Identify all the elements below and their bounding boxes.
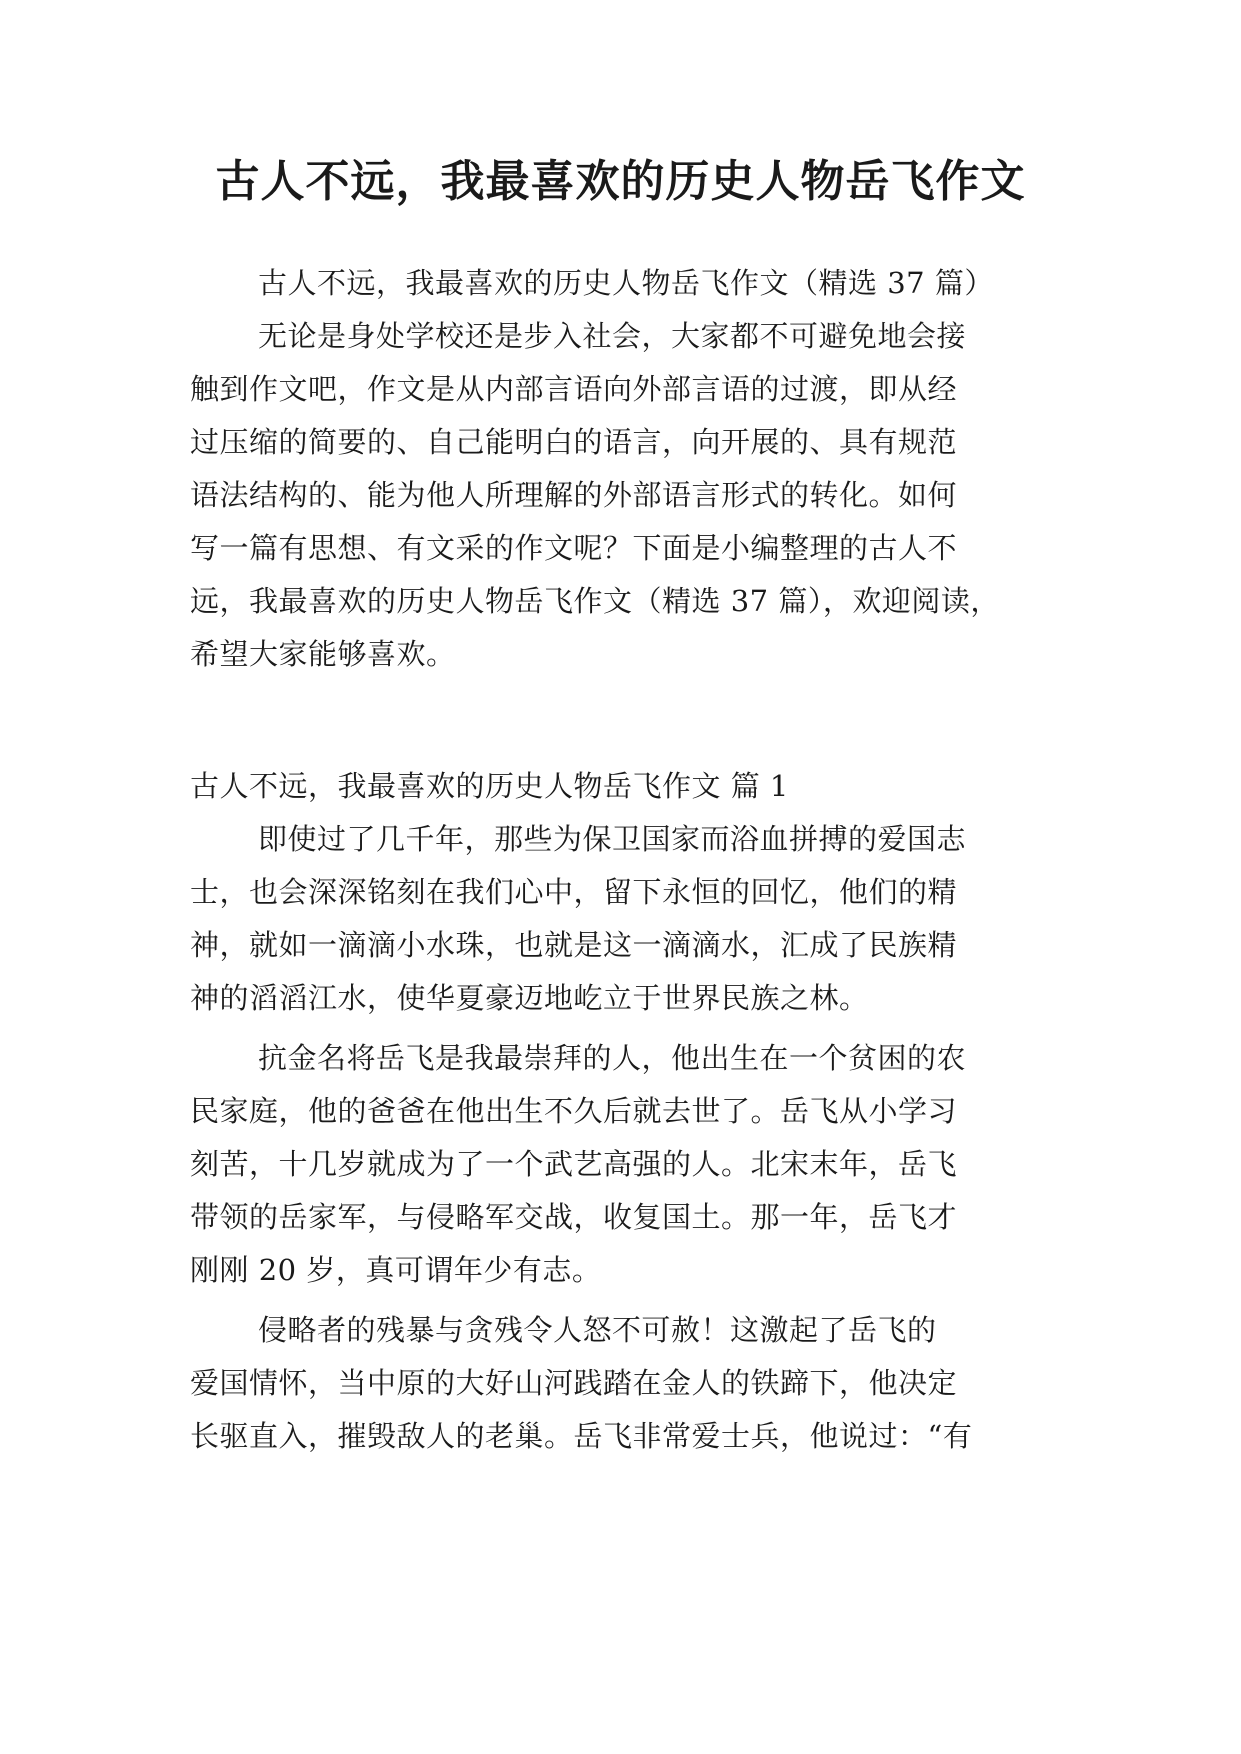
paragraph-line: 语法结构的、能为他人所理解的外部语言形式的转化。如何 bbox=[190, 478, 958, 512]
intro-heading-line: 古人不远，我最喜欢的历史人物岳飞作文（精选 37 篇） bbox=[258, 266, 994, 300]
paragraph-line: 即使过了几千年，那些为保卫国家而浴血拼搏的爱国志 bbox=[258, 822, 967, 856]
paragraph-line: 远，我最喜欢的历史人物岳飞作文（精选 37 篇），欢迎阅读， bbox=[190, 584, 1000, 618]
paragraph-line: 刚刚 20 岁，真可谓年少有志。 bbox=[190, 1253, 602, 1287]
paragraph-line: 侵略者的残暴与贪残令人怒不可赦！这激起了岳飞的 bbox=[258, 1313, 937, 1347]
paragraph-line: 希望大家能够喜欢。 bbox=[190, 637, 456, 671]
paragraph-line: 长驱直入，摧毁敌人的老巢。岳飞非常爱士兵，他说过：“有 bbox=[190, 1419, 973, 1453]
paragraph-line: 触到作文吧，作文是从内部言语向外部言语的过渡，即从经 bbox=[190, 372, 958, 406]
paragraph-line: 过压缩的简要的、自己能明白的语言，向开展的、具有规范 bbox=[190, 425, 958, 459]
paragraph-line: 带领的岳家军，与侵略军交战，收复国土。那一年，岳飞才 bbox=[190, 1200, 958, 1234]
document-title: 古人不远，我最喜欢的历史人物岳飞作文 bbox=[215, 156, 1026, 207]
paragraph-line: 写一篇有思想、有文采的作文呢？下面是小编整理的古人不 bbox=[190, 531, 958, 565]
paragraph-line: 刻苦，十几岁就成为了一个武艺高强的人。北宋末年，岳飞 bbox=[190, 1147, 958, 1181]
section-heading: 古人不远，我最喜欢的历史人物岳飞作文 篇 1 bbox=[190, 769, 789, 803]
paragraph-line: 神的滔滔江水，使华夏豪迈地屹立于世界民族之林。 bbox=[190, 981, 869, 1015]
paragraph-line: 无论是身处学校还是步入社会，大家都不可避免地会接 bbox=[258, 319, 967, 353]
paragraph-line: 神，就如一滴滴小水珠，也就是这一滴滴水，汇成了民族精 bbox=[190, 928, 958, 962]
paragraph-line: 抗金名将岳飞是我最崇拜的人，他出生在一个贫困的农 bbox=[258, 1041, 967, 1075]
paragraph-line: 民家庭，他的爸爸在他出生不久后就去世了。岳飞从小学习 bbox=[190, 1094, 958, 1128]
paragraph-line: 爱国情怀，当中原的大好山河践踏在金人的铁蹄下，他决定 bbox=[190, 1366, 958, 1400]
paragraph-line: 士，也会深深铭刻在我们心中，留下永恒的回忆，他们的精 bbox=[190, 875, 958, 909]
